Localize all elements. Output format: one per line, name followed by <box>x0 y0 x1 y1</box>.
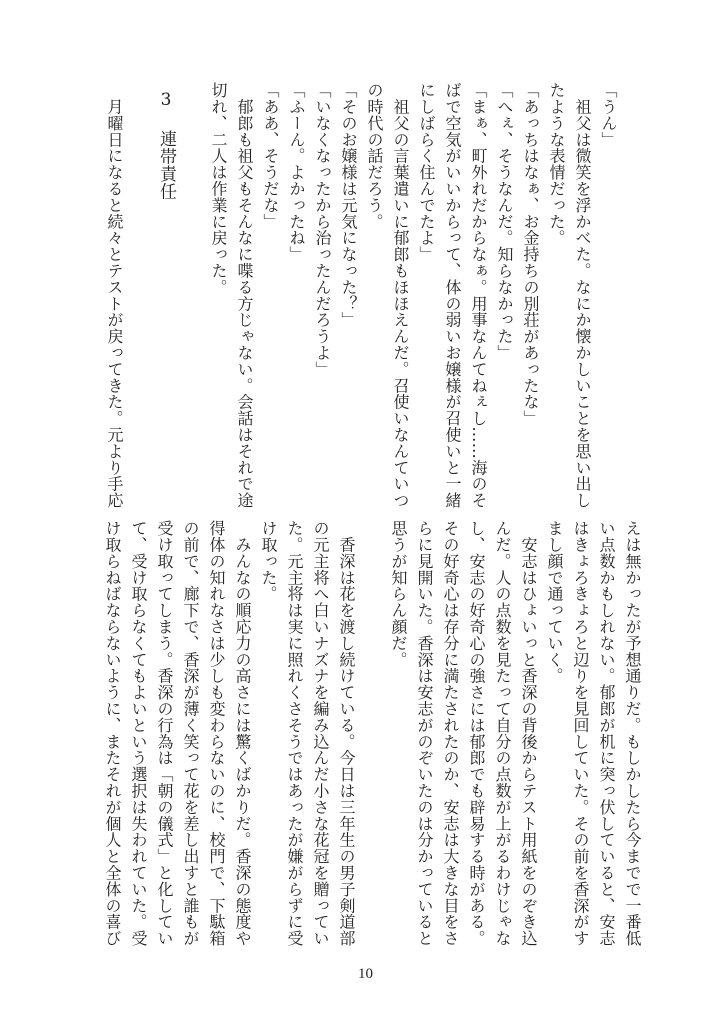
text-line: 安志はひょいっと香深の背後からテスト用紙をのぞき込 <box>519 520 538 947</box>
text-line: い点数かもしれない。郁郎が机に突っ伏していると、安志 <box>597 520 616 947</box>
text-line: 郁郎も祖父もそんなに喋る方じゃない。会話はそれで途 <box>235 82 254 509</box>
text-line: ばで空気がいいからって、体の弱いお嬢様が召使いと一緒 <box>443 82 462 509</box>
upper-text-block <box>101 82 621 509</box>
text-line: た。元主将は実に照れくさそうではあったが嫌がらずに受 <box>285 520 304 947</box>
text-line: 思うが知らん顔だ。 <box>389 520 408 668</box>
text-line: 切れ、二人は作業に戻った。 <box>209 82 228 296</box>
text-line: て、受け取らなくてもよいという選択は失われていた。受 <box>129 520 148 947</box>
text-line: その好奇心は存分に満たされたのか、安志は大きな目をさ <box>441 520 460 947</box>
text-line: はきょろきょろと辺りを見回していた。その前を香深がす <box>571 520 590 947</box>
text-line: えは無かったが予想通りだ。もしかしたら今までで一番低 <box>623 520 642 947</box>
section-heading <box>153 82 179 496</box>
text-line: 「いなくなったから治ったんだろうよ」 <box>313 82 332 378</box>
text-line: 「ふーん。よかったね」 <box>287 82 306 263</box>
text-line: け取らねばならないように、またそれが個人と全体の喜び <box>103 520 122 947</box>
text-line: の元主将へ白いナズナを編み込んだ小さな花冠を贈ってい <box>311 520 330 947</box>
section-number: 3 <box>156 90 176 111</box>
blank-line <box>179 82 205 496</box>
text-line: 祖父の言葉遣いに郁郎もほほえんだ。召使いなんていつ <box>391 82 410 509</box>
text-line: 祖父は微笑を浮かべた。なにか懐かしいことを思い出し <box>573 82 592 509</box>
text-line: 「まぁ、町外れだからなぁ。用事なんてねぇし……海のそ <box>469 82 488 509</box>
text-line: まし顔で通っていく。 <box>545 520 564 684</box>
text-line: 月曜日になると続々とテストが戻ってきた。元より手応 <box>105 82 124 509</box>
text-line: し、安志の好奇心の強さには郁郎でも辟易する時がある。 <box>467 520 486 947</box>
text-line: け取った。 <box>259 520 278 602</box>
text-line: にしばらく住んでたよ」 <box>417 82 436 263</box>
text-line: 「うん」 <box>599 82 618 148</box>
section-title: 連帯責任 <box>156 130 176 200</box>
text-line: 香深は花を渡し続けている。今日は三年生の男子剣道部 <box>337 520 356 947</box>
text-line: んだ。人の点数を見たって自分の点数が上がるわけじゃな <box>493 520 512 947</box>
lower-text-block <box>99 520 645 947</box>
text-line: の時代の話だろう。 <box>365 82 384 230</box>
page-number: 10 <box>358 966 373 982</box>
text-line: 「へぇ、そうなんだ。知らなかった」 <box>495 82 514 361</box>
text-line: らに見開いた。香深は安志がのぞいたのは分かっていると <box>415 520 434 947</box>
blank-line <box>127 82 153 496</box>
text-line: 得体の知れなさは少しも変わらないのに、校門で、下駄箱 <box>207 520 226 947</box>
text-line: 「そのお嬢様は元気になった？」 <box>339 82 358 328</box>
text-line: 「ああ、そうだな」 <box>261 82 280 230</box>
blank-line <box>359 520 385 934</box>
text-line: たような表情だった。 <box>547 82 566 246</box>
text-line: の前で、廊下で、香深が薄く笑って花を差し出すと誰もが <box>181 520 200 947</box>
text-line: みんなの順応力の高さには驚くばかりだ。香深の態度や <box>233 520 252 947</box>
text-line: 受け取ってしまう。香深の行為は「朝の儀式」と化してい <box>155 520 174 947</box>
text-line: 「あっちはなぁ、お金持ちの別荘があったな」 <box>521 82 540 427</box>
